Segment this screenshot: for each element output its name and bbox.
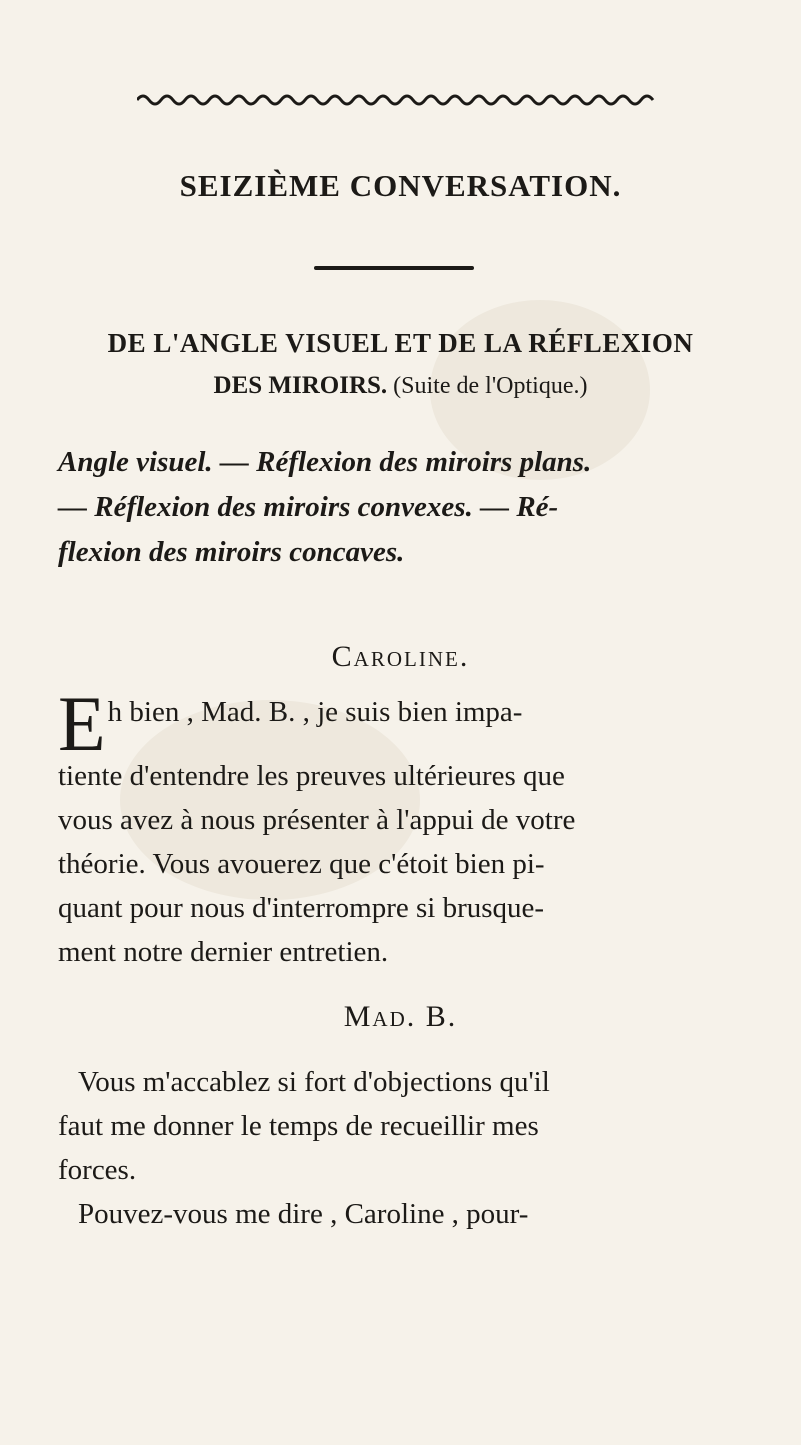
subtitle-line-1: DE L'ANGLE VISUEL ET DE LA RÉFLEXION	[107, 328, 694, 358]
summary-line: flexion des miroirs concaves.	[58, 536, 405, 568]
summary-line: — Réflexion des miroirs convexes. — Ré-	[58, 491, 559, 523]
drop-cap: E	[58, 680, 106, 767]
speaker-mad-b: Mad. B.	[343, 1000, 458, 1033]
subtitle-note: (Suite de l'Optique.)	[393, 373, 588, 399]
paragraph-line: vous avez à nous présenter à l'appui de votre	[58, 804, 576, 836]
paragraph-2	[58, 1060, 758, 1236]
paragraph-line: forces.	[58, 1154, 137, 1186]
paragraph-line: Vous m'accablez si fort d'objections qu'il	[78, 1066, 550, 1098]
paragraph-line: ment notre dernier entretien.	[58, 936, 389, 968]
paragraph-1	[58, 680, 758, 974]
paragraph-line: faut me donner le temps de recueillir mes	[58, 1110, 539, 1142]
subtitle-caps: DES MIROIRS.	[213, 372, 388, 399]
paragraph-line: h bien , Mad. B. , je suis bien impa-	[107, 696, 523, 728]
paragraph-line: Pouvez-vous me dire , Caroline , pour-	[78, 1198, 529, 1230]
divider-rule	[314, 266, 474, 270]
subtitle-line-2	[0, 372, 801, 400]
summary-line: Angle visuel. — Réflexion des miroirs plans.	[58, 446, 592, 478]
paragraph-line: quant pour nous d'interrompre si brusque-	[58, 892, 545, 924]
paragraph-line: tiente d'entendre les preuves ultérieures que	[58, 760, 565, 792]
speaker-caroline: Caroline.	[331, 640, 470, 673]
chapter-summary	[58, 440, 748, 575]
paragraph-line: théorie. Vous avouerez que c'étoit bien pi-	[58, 848, 545, 880]
chapter-title: SEIZIÈME CONVERSATION.	[179, 168, 622, 203]
header-ornament	[137, 88, 657, 110]
